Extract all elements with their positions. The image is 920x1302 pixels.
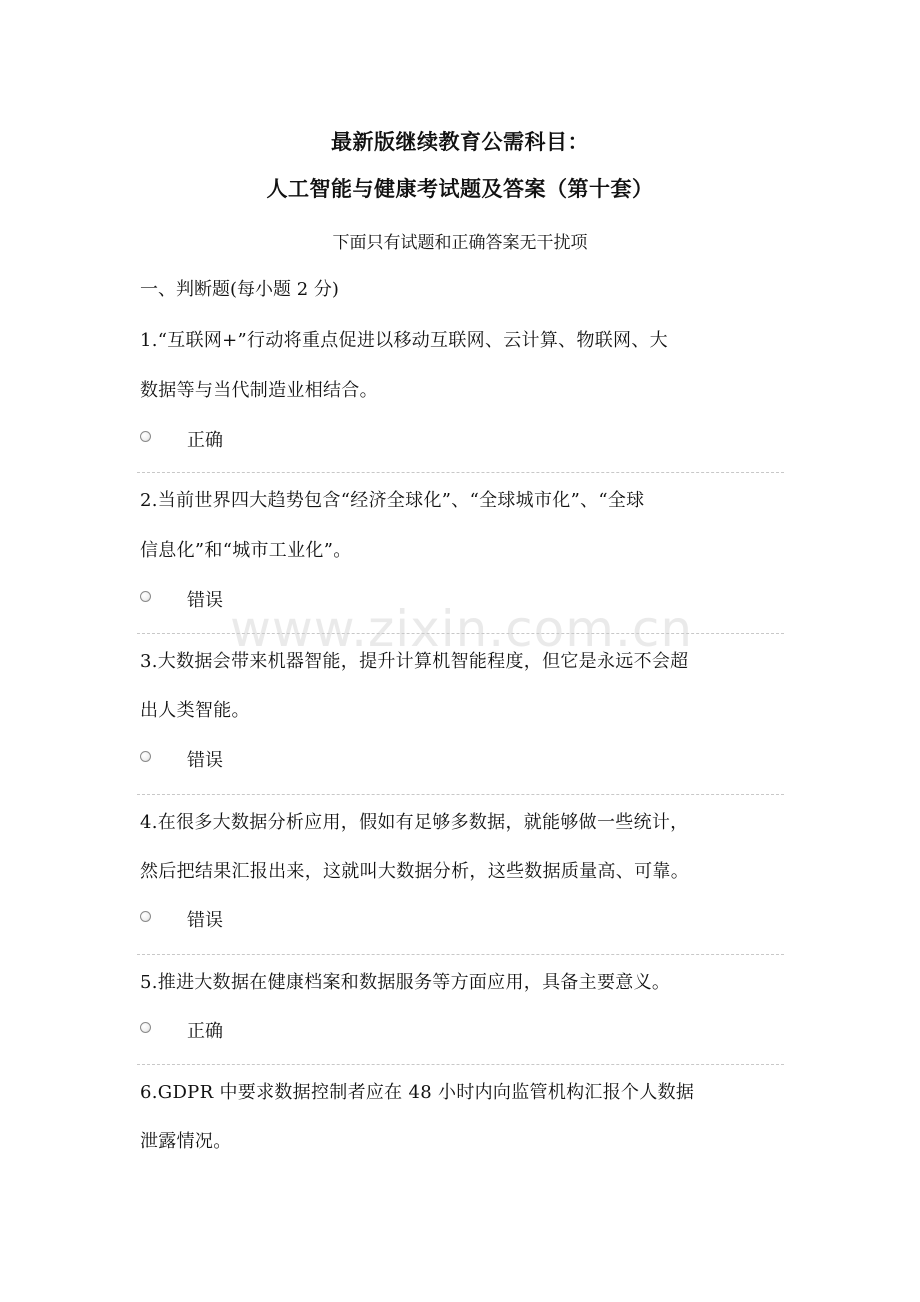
question-divider <box>137 1064 784 1065</box>
document-title-line1: 最新版继续教育公需科目： <box>331 130 589 154</box>
question-5-answer[interactable] <box>140 1015 223 1045</box>
radio-icon[interactable] <box>140 1022 151 1033</box>
question-6-line-1: 6.GDPR 中要求数据控制者应在 48 小时内向监管机构汇报个人数据 <box>140 1082 695 1103</box>
question-2-answer[interactable] <box>140 584 223 614</box>
question-divider <box>137 472 784 473</box>
question-6-line-2: 泄露情况。 <box>140 1131 232 1152</box>
section-heading: 一、判断题(每小题 2 分) <box>140 279 339 300</box>
question-3-line-2: 出人类智能。 <box>140 700 250 721</box>
radio-icon[interactable] <box>140 431 151 442</box>
question-1-line-2: 数据等与当代制造业相结合。 <box>140 380 378 401</box>
radio-icon[interactable] <box>140 911 151 922</box>
document-title-line2: 人工智能与健康考试题及答案（第十套） <box>266 177 654 201</box>
question-divider <box>137 954 784 955</box>
question-4-line-2: 然后把结果汇报出来，这就叫大数据分析，这些数据质量高、可靠。 <box>140 861 689 882</box>
question-4-answer[interactable] <box>140 904 223 934</box>
question-2-line-1: 2.当前世界四大趋势包含“经济全球化”、“全球城市化”、“全球 <box>140 490 645 511</box>
question-4-answer-label: 错误 <box>187 910 223 931</box>
question-1-answer[interactable] <box>140 424 223 454</box>
question-5-answer-label: 正确 <box>187 1021 223 1042</box>
watermark: www.zixin.com.cn <box>230 600 694 658</box>
question-1-answer-label: 正确 <box>187 430 223 451</box>
question-1-line-1: 1.“互联网+”行动将重点促进以移动互联网、云计算、物联网、大 <box>140 330 668 351</box>
question-3-answer-label: 错误 <box>187 750 223 771</box>
document-subtitle: 下面只有试题和正确答案无干扰项 <box>332 233 588 253</box>
question-3-line-1: 3.大数据会带来机器智能，提升计算机智能程度，但它是永远不会超 <box>140 651 689 672</box>
radio-icon[interactable] <box>140 591 151 602</box>
question-divider <box>137 794 784 795</box>
question-5-line-1: 5.推进大数据在健康档案和数据服务等方面应用，具备主要意义。 <box>140 972 671 993</box>
question-4-line-1: 4.在很多大数据分析应用，假如有足够多数据，就能够做一些统计， <box>140 812 689 833</box>
question-2-line-2: 信息化”和“城市工业化”。 <box>140 540 352 561</box>
question-3-answer[interactable] <box>140 744 223 774</box>
question-2-answer-label: 错误 <box>187 590 223 611</box>
question-divider <box>137 633 784 634</box>
radio-icon[interactable] <box>140 751 151 762</box>
